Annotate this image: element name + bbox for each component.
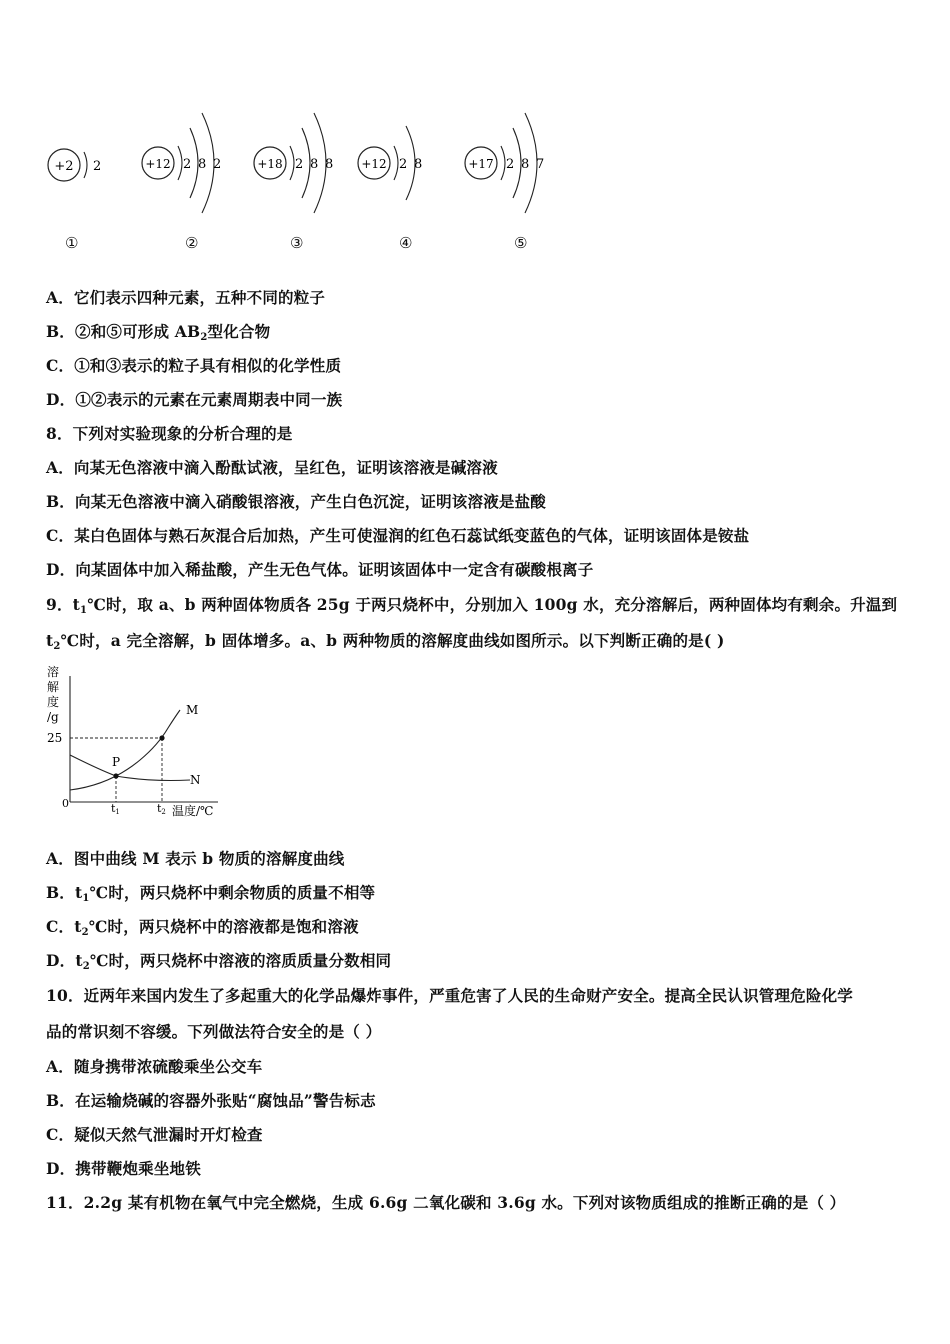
atom-5-shell-2: 8 [521, 157, 530, 172]
q8-option-b: B．向某无色溶液中滴入硝酸银溶液，产生白色沉淀，证明该溶液是盐酸 [46, 492, 547, 511]
x-tick-t1-sub: 1 [115, 808, 120, 816]
q7-option-d: D．①②表示的元素在元素周期表中同一族 [46, 390, 343, 409]
q9-l1-sub: 1 [80, 605, 88, 616]
y-label-2: 解 [47, 680, 60, 694]
q8-option-c: C．某白色固体与熟石灰混合后加热，产生可使湿润的红色石蕊试纸变蓝色的气体，证明该固体是铵盐 [46, 526, 750, 545]
y-label-3: 度 [47, 695, 60, 709]
q9-l2-b: ℃时，a 完全溶解，b 固体增多。a、b 两种物质的溶解度曲线如图所示。以下判断正确的是( ) [60, 631, 725, 650]
q9-optc-a: C．t [46, 917, 82, 936]
q9-optc-b: ℃时，两只烧杯中的溶液都是饱和溶液 [88, 917, 359, 936]
atom-diagram-4 [356, 108, 436, 218]
atom-label-1: ① [65, 234, 79, 252]
atom-2-shell-1: 2 [183, 157, 192, 172]
q9-l2-sub: 2 [53, 641, 61, 652]
atom-label-2: ② [185, 234, 199, 252]
atom-diagram-2 [140, 108, 235, 218]
atom-label-4: ④ [399, 234, 413, 252]
atom-4-drawing [356, 108, 436, 218]
atom-5-drawing [463, 108, 558, 218]
q7-option-b-suffix: 型化合物 [207, 322, 271, 341]
atom-1-drawing [46, 108, 116, 218]
q9-optc-sub: 2 [81, 927, 89, 938]
q10-stem-line-2: 品的常识刻不容缓。下列做法符合安全的是（ ） [46, 1022, 382, 1041]
curve-m [70, 710, 180, 790]
q9-optd-b: ℃时，两只烧杯中溶液的溶质质量分数相同 [89, 951, 392, 970]
q9-option-b [46, 881, 375, 904]
q8-option-d: D．向某固体中加入稀盐酸，产生无色气体。证明该固体中一定含有碳酸根离子 [46, 560, 594, 579]
series-m-label: M [186, 703, 199, 717]
y-label-4: /g [47, 710, 59, 724]
atom-4-shell-1: 2 [399, 157, 408, 172]
x-tick-t1-main: t [111, 802, 116, 815]
solubility-chart [40, 660, 240, 824]
atom-4-nucleus: +12 [361, 157, 387, 171]
q8-option-a: A．向某无色溶液中滴入酚酞试液，呈红色，证明该溶液是碱溶液 [46, 458, 498, 477]
q9-optb-a: B．t [46, 883, 83, 902]
q9-stem-line-1 [46, 593, 897, 616]
q9-l1-a: 9．t [46, 595, 81, 614]
atom-3-shell-1: 2 [295, 157, 304, 172]
atom-5-nucleus: +17 [468, 157, 494, 171]
point-p-label: P [112, 755, 121, 769]
atom-2-nucleus: +12 [145, 157, 171, 171]
atom-4-shell-2: 8 [414, 157, 423, 172]
q10-option-a: A．随身携带浓硫酸乘坐公交车 [46, 1057, 263, 1076]
q9-l1-b: ℃时，取 a、b 两种固体物质各 25g 于两只烧杯中，分别加入 100g 水，充分溶解后，两种固体均有剩余。升温到 [87, 595, 898, 614]
q9-optd-sub: 2 [82, 961, 90, 972]
atom-2-drawing [140, 108, 235, 218]
q10-option-d: D．携带鞭炮乘坐地铁 [46, 1159, 201, 1178]
atom-2-shell-3: 2 [213, 157, 222, 172]
solubility-chart-svg [40, 660, 240, 820]
atom-diagram-5 [463, 108, 558, 218]
x-axis-label: 温度/℃ [172, 804, 214, 818]
q9-option-a: A．图中曲线 M 表示 b 物质的溶解度曲线 [46, 849, 345, 868]
x-tick-t2-sub: 2 [161, 808, 166, 816]
point-m-t2 [159, 735, 164, 740]
q9-optb-sub: 1 [82, 893, 90, 904]
point-p [113, 773, 118, 778]
atom-diagram-1 [46, 108, 116, 218]
atom-5-shell-3: 7 [536, 157, 545, 172]
q9-stem-line-2 [46, 629, 725, 652]
atom-3-shell-2: 8 [310, 157, 319, 172]
q9-option-c [46, 915, 359, 938]
q7-option-b-text: B．②和⑤可形成 AB [46, 322, 201, 341]
origin-label: 0 [62, 797, 69, 810]
atom-label-5: ⑤ [514, 234, 528, 252]
q7-option-b [46, 320, 270, 343]
q9-option-d [46, 949, 391, 972]
y-tick-25: 25 [47, 731, 63, 745]
q10-stem-line-1: 10．近两年来国内发生了多起重大的化学品爆炸事件，严重危害了人民的生命财产安全。提高全民认识管理危险化学 [46, 986, 853, 1005]
q7-option-a: A．它们表示四种元素，五种不同的粒子 [46, 288, 326, 307]
q10-option-b: B．在运输烧碱的容器外张贴“腐蚀品”警告标志 [46, 1091, 376, 1110]
q8-stem: 8．下列对实验现象的分析合理的是 [46, 424, 293, 443]
q10-option-c: C．疑似天然气泄漏时开灯检查 [46, 1125, 263, 1144]
x-tick-t2-main: t [157, 802, 162, 815]
atom-label-3: ③ [290, 234, 304, 252]
x-tick-t1 [111, 802, 120, 816]
q7-option-b-subscript: 2 [200, 332, 208, 343]
atom-3-shell-3: 8 [325, 157, 334, 172]
atom-5-shell-1: 2 [506, 157, 515, 172]
q7-option-c: C．①和③表示的粒子具有相似的化学性质 [46, 356, 342, 375]
atom-3-nucleus: +18 [257, 157, 283, 171]
atom-3-drawing [252, 108, 347, 218]
atom-2-shell-2: 8 [198, 157, 207, 172]
q9-l2-a: t [46, 631, 54, 650]
x-tick-t2 [157, 802, 166, 816]
q9-optb-b: ℃时，两只烧杯中剩余物质的质量不相等 [89, 883, 376, 902]
series-n-label: N [190, 773, 201, 787]
q11-stem: 11．2.2g 某有机物在氧气中完全燃烧，生成 6.6g 二氧化碳和 3.6g 水。下列对该物质组成的推断正确的是（ ） [46, 1193, 846, 1212]
y-label-1: 溶 [47, 665, 60, 679]
atom-diagram-3 [252, 108, 347, 218]
q9-optd-a: D．t [46, 951, 83, 970]
atom-1-shell-1: 2 [93, 159, 102, 174]
atom-1-nucleus: +2 [54, 159, 74, 174]
